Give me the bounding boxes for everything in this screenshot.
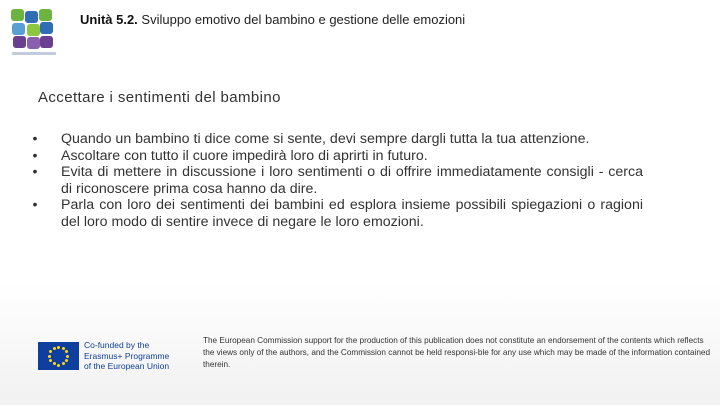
unit-label: Unità 5.2. xyxy=(80,12,138,27)
logo-caption xyxy=(12,52,56,55)
logo-tile xyxy=(40,36,53,48)
logo-tile xyxy=(27,24,40,36)
eu-line: Erasmus+ Programme xyxy=(84,350,170,361)
eu-star xyxy=(53,362,56,365)
eu-star xyxy=(57,364,60,367)
bullet-text: Quando un bambino ti dice come si sente, devi sempre dargli tutta la tua attenzione. xyxy=(61,131,590,147)
slide-title xyxy=(80,12,465,27)
logo-tile xyxy=(39,9,52,21)
logo-tile xyxy=(12,23,25,35)
bullet-list xyxy=(29,131,643,230)
logo-tile xyxy=(11,9,24,21)
section-heading: Accettare i sentimenti del bambino xyxy=(38,89,281,106)
eu-star xyxy=(62,347,65,350)
bullet-text: Parla con loro dei sentimenti dei bambini ed esplora insieme possibili spiegazioni o ragioni del loro modo di sentire invece di negare le loro emozioni. xyxy=(61,197,643,230)
eu-cofunding-text xyxy=(84,340,169,372)
eu-star xyxy=(66,355,69,358)
eu-flag-icon xyxy=(38,342,79,370)
list-item xyxy=(29,148,643,165)
bullet-dot: • xyxy=(32,147,38,164)
list-item xyxy=(29,164,643,197)
bullet-dot: • xyxy=(32,131,38,147)
eu-star xyxy=(65,359,68,362)
eu-star xyxy=(62,362,65,365)
eu-line: Co-funded by the xyxy=(84,340,150,350)
logo-tile xyxy=(25,11,38,23)
eu-star xyxy=(65,350,68,353)
logo-tile xyxy=(13,36,26,48)
disclaimer-text: The European Commission support for the production of this publication does not constitute an endorsement of the contents which reflects the views only of the authors, and the Commission cannot be held responsi-ble for any use which may be made of the information contained therein. xyxy=(203,336,711,369)
bullet-text: Evita di mettere in discussione i loro sentimenti o di offrire immediatamente consigli - cerca di riconoscere prima cosa hanno da dire. xyxy=(61,164,643,197)
bullet-dot: • xyxy=(32,164,38,180)
unit-title: Sviluppo emotivo del bambino e gestione delle emozioni xyxy=(141,12,466,27)
eu-cofunding-badge xyxy=(38,340,172,371)
eu-star xyxy=(49,359,52,362)
logo-tile xyxy=(40,22,53,34)
list-item xyxy=(29,197,643,230)
bullet-dot: • xyxy=(32,197,38,213)
eu-star xyxy=(49,350,52,353)
bullet-text: Ascoltare con tutto il cuore impedirà loro di aprirti in futuro. xyxy=(61,147,428,164)
eu-line: of the European Union xyxy=(84,361,170,372)
eu-star xyxy=(48,355,51,358)
eu-star xyxy=(57,346,60,349)
list-item xyxy=(29,131,643,148)
logo-tile xyxy=(27,37,40,49)
eu-star xyxy=(53,347,56,350)
